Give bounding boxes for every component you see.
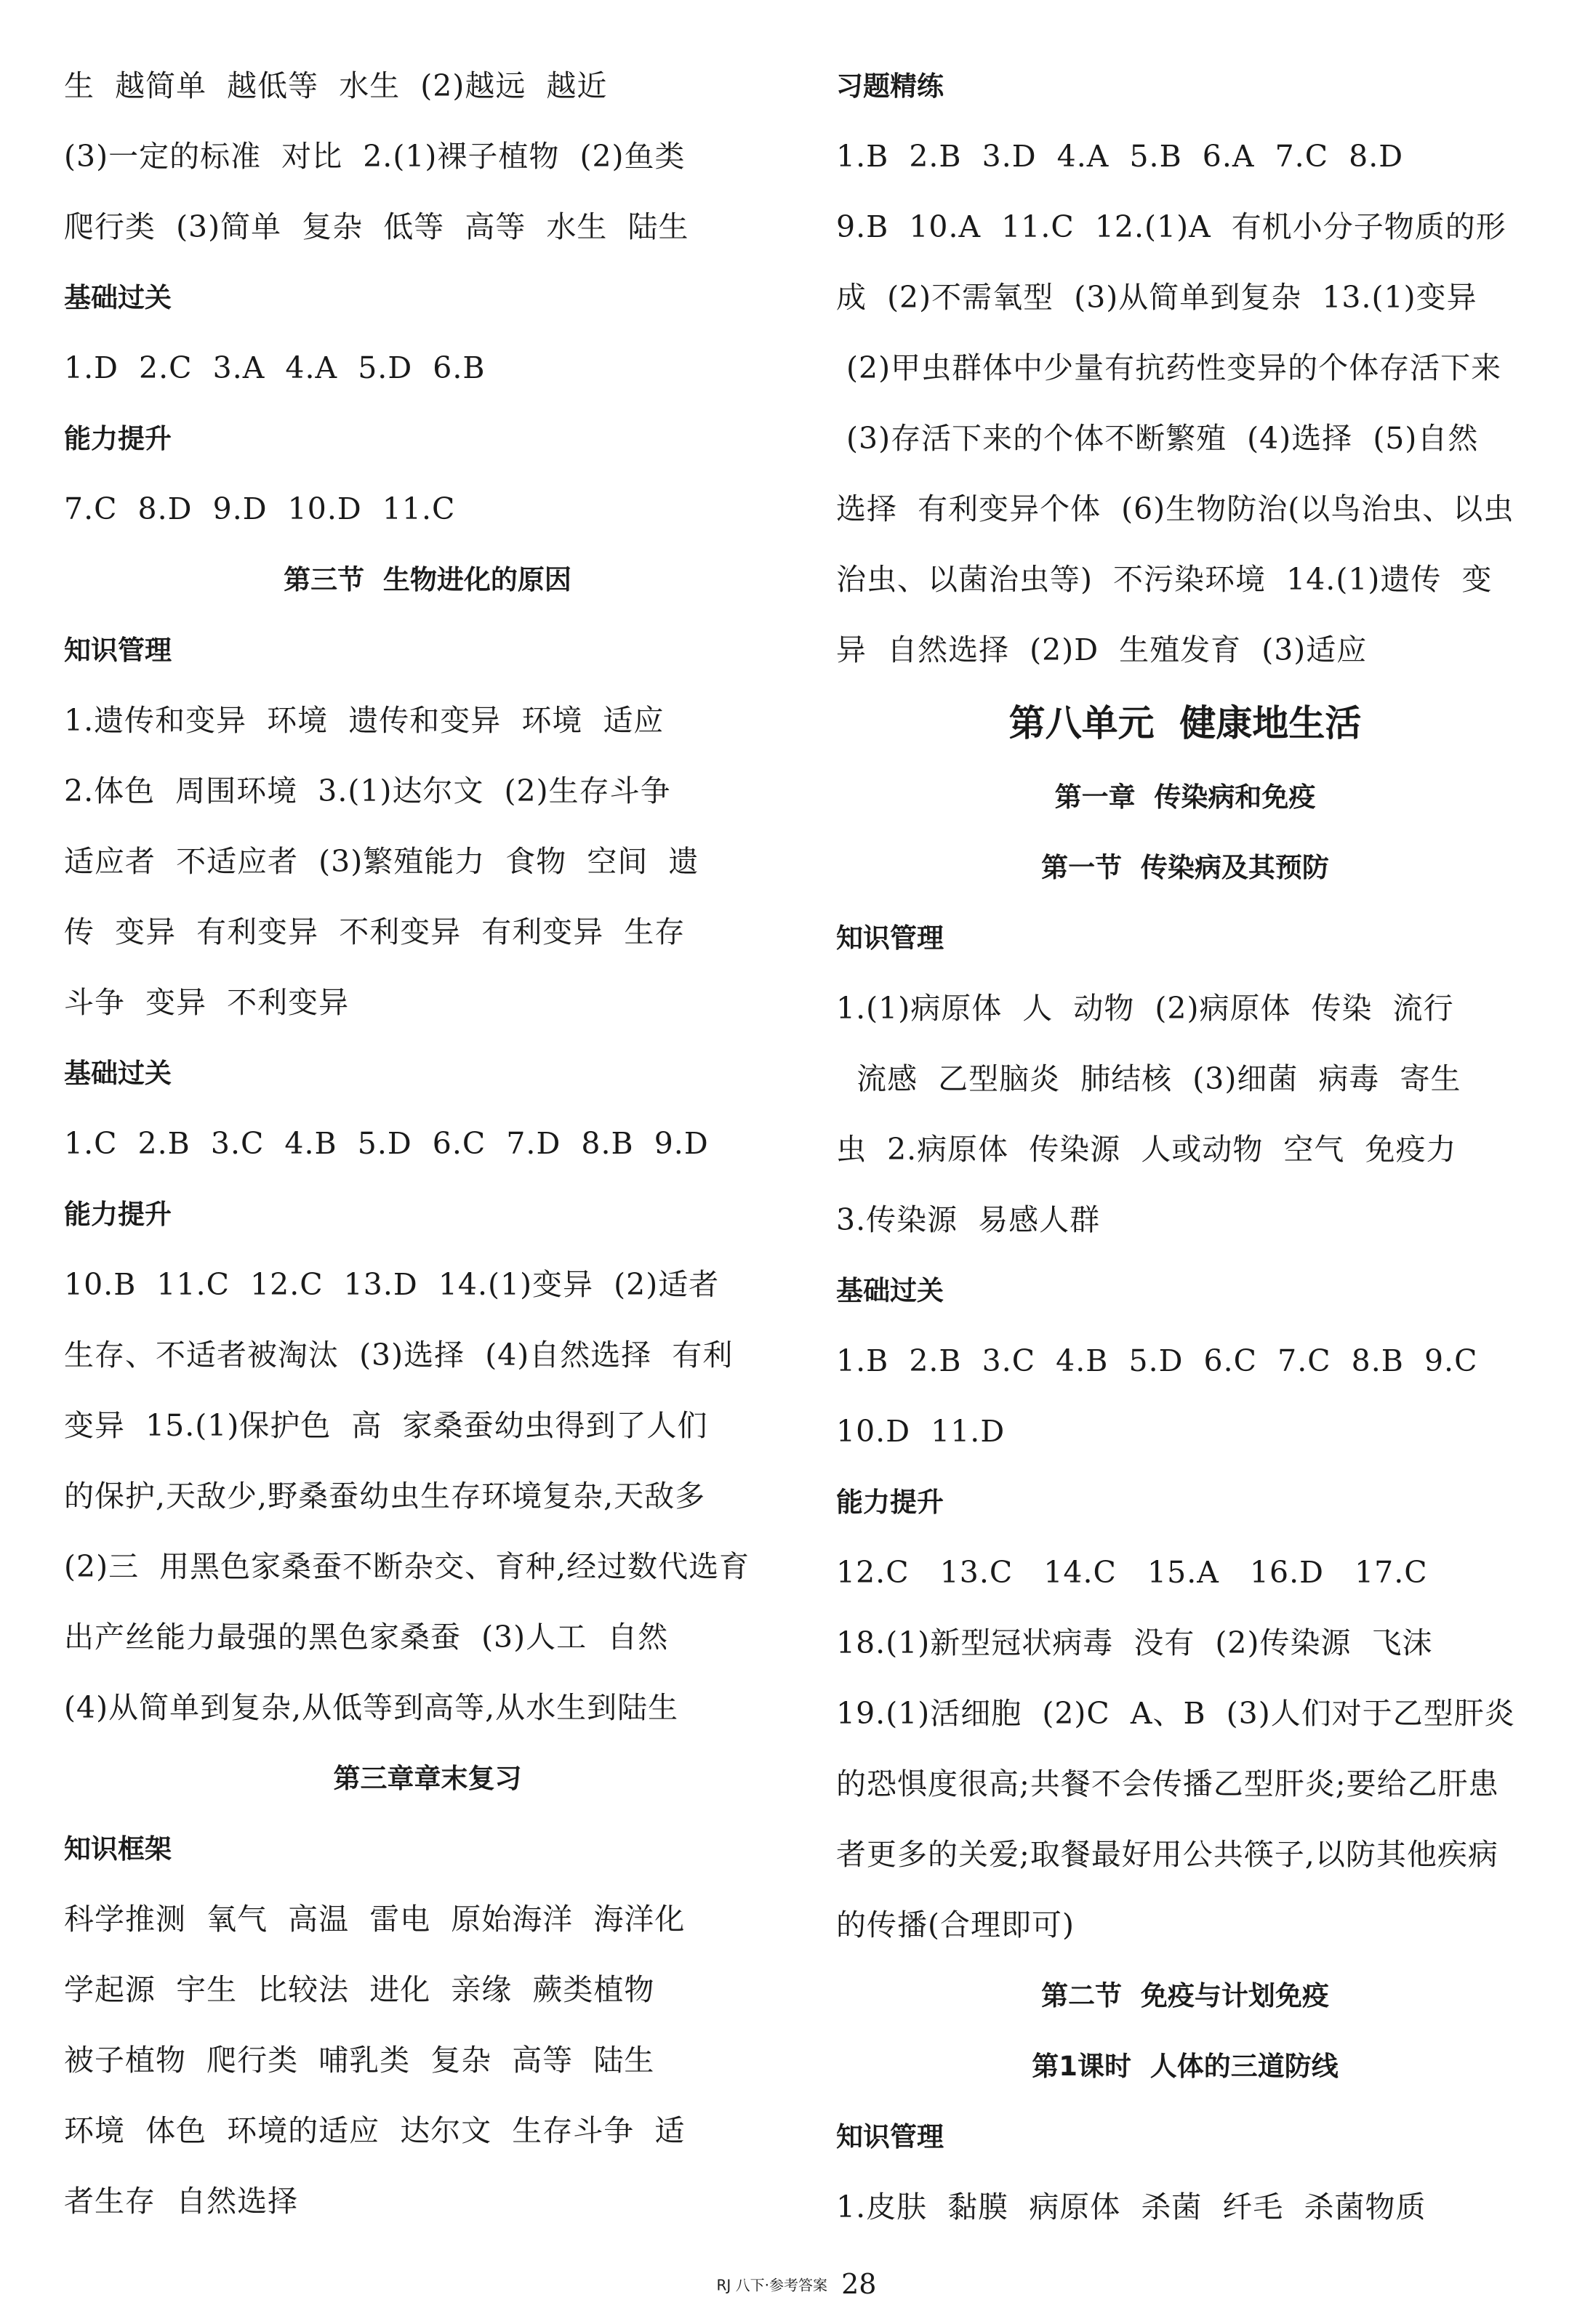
answer-line: (3)存活下来的个体不断繁殖 (4)选择 (5)自然 (836, 421, 1479, 456)
answer-line: 19.(1)活细胞 (2)C A、B (3)人们对于乙型肝炎 (836, 1696, 1515, 1731)
section-heading: 基础过关 (64, 1058, 172, 1089)
answer-line: 异 自然选择 (2)D 生殖发育 (3)适应 (836, 632, 1368, 667)
answer-line: 科学推测 氧气 高温 雷电 原始海洋 海洋化 (64, 1902, 686, 1937)
section-heading: 能力提升 (836, 1487, 944, 1518)
answer-line: 1.遗传和变异 环境 遗传和变异 环境 适应 (64, 703, 665, 738)
section-heading: 知识管理 (836, 922, 944, 954)
section-heading: 基础过关 (64, 282, 172, 313)
answer-line: 生 越简单 越低等 水生 (2)越远 越近 (64, 68, 608, 103)
answer-line: 出产丝能力最强的黑色家桑蚕 (3)人工 自然 (64, 1620, 669, 1654)
answer-line: 的保护,天敌少,野桑蚕幼虫生存环境复杂,天敌多 (64, 1479, 706, 1513)
section-heading: 知识管理 (64, 635, 172, 666)
answer-line: 10.B 11.C 12.C 13.D 14.(1)变异 (2)适者 (64, 1267, 720, 1302)
answer-line: 环境 体色 环境的适应 达尔文 生存斗争 适 (64, 2113, 686, 2148)
right-column (836, 51, 1534, 2243)
answer-line: 者更多的关爱;取餐最好用公共筷子,以防其他疾病 (836, 1837, 1498, 1872)
answer-line: 12.C 13.C 14.C 15.A 16.D 17.C (836, 1555, 1428, 1590)
answer-line: 选择 有利变异个体 (6)生物防治(以鸟治虫、以虫 (836, 491, 1514, 526)
answer-line: 9.B 10.A 11.C 12.(1)A 有机小分子物质的形 (836, 209, 1506, 244)
section-title: 第二节 免疫与计划免疫 (1041, 1980, 1329, 2011)
answer-line: 2.体色 周围环境 3.(1)达尔文 (2)生存斗争 (64, 773, 671, 808)
page-number: 28 (841, 2268, 877, 2300)
section-title: 第三章章末复习 (333, 1763, 522, 1794)
answer-line: 变异 15.(1)保护色 高 家桑蚕幼虫得到了人们 (64, 1408, 708, 1443)
section-title: 第一章 传染病和免疫 (1054, 781, 1316, 813)
answer-line: (2)三 用黑色家桑蚕不断杂交、育种,经过数代选育 (64, 1549, 750, 1584)
unit-title: 第八单元 健康地生活 (1008, 702, 1362, 744)
answer-line: (4)从简单到复杂,从低等到高等,从水生到陆生 (64, 1690, 679, 1725)
answer-line: 学起源 宇生 比较法 进化 亲缘 蕨类植物 (64, 1972, 655, 2007)
answer-line: 18.(1)新型冠状病毒 没有 (2)传染源 飞沫 (836, 1625, 1433, 1660)
section-title: 第1课时 人体的三道防线 (1032, 2051, 1339, 2082)
footer-label: RJ 八下·参考答案 (716, 2276, 828, 2294)
answer-line: 3.传染源 易感人群 (836, 1202, 1101, 1237)
answer-line: 斗争 变异 不利变异 (64, 985, 350, 1020)
section-title: 第一节 传染病及其预防 (1041, 852, 1329, 883)
answer-line: 1.B 2.B 3.C 4.B 5.D 6.C 7.C 8.B 9.C (836, 1343, 1478, 1378)
answer-line: 7.C 8.D 9.D 10.D 11.C (64, 491, 456, 526)
answer-line: 生存、不适者被淘汰 (3)选择 (4)自然选择 有利 (64, 1338, 734, 1372)
answer-line: 1.C 2.B 3.C 4.B 5.D 6.C 7.D 8.B 9.D (64, 1126, 709, 1161)
answer-line: 流感 乙型脑炎 肺结核 (3)细菌 病毒 寄生 (836, 1061, 1461, 1096)
section-heading: 基础过关 (836, 1275, 944, 1306)
answer-line: (2)甲虫群体中少量有抗药性变异的个体存活下来 (836, 350, 1502, 385)
answer-line: 治虫、以菌治虫等) 不污染环境 14.(1)遗传 变 (836, 562, 1493, 597)
answer-line: 者生存 自然选择 (64, 2184, 299, 2219)
answer-line: 10.D 11.D (836, 1414, 1006, 1449)
answer-line: 的恐惧度很高;共餐不会传播乙型肝炎;要给乙肝患 (836, 1766, 1499, 1801)
section-heading: 知识框架 (64, 1833, 172, 1865)
answer-line: 被子植物 爬行类 哺乳类 复杂 高等 陆生 (64, 2043, 655, 2078)
left-column (64, 51, 791, 2237)
answer-line: 的传播(合理即可) (836, 1907, 1075, 1942)
answer-line: (3)一定的标准 对比 2.(1)裸子植物 (2)鱼类 (64, 139, 686, 174)
section-heading: 习题精练 (836, 71, 944, 102)
answer-line: 成 (2)不需氧型 (3)从简单到复杂 13.(1)变异 (836, 280, 1477, 315)
answer-line: 虫 2.病原体 传染源 人或动物 空气 免疫力 (836, 1132, 1457, 1167)
answer-line: 1.(1)病原体 人 动物 (2)病原体 传染 流行 (836, 991, 1454, 1026)
section-title: 第三节 生物进化的原因 (284, 564, 571, 595)
answer-line: 1.皮肤 黏膜 病原体 杀菌 纤毛 杀菌物质 (836, 2190, 1427, 2224)
answer-line: 传 变异 有利变异 不利变异 有利变异 生存 (64, 914, 686, 949)
answer-line: 1.D 2.C 3.A 4.A 5.D 6.B (64, 350, 486, 385)
section-heading: 能力提升 (64, 1199, 172, 1230)
section-heading: 能力提升 (64, 423, 172, 454)
answer-line: 1.B 2.B 3.D 4.A 5.B 6.A 7.C 8.D (836, 139, 1404, 174)
answer-line: 适应者 不适应者 (3)繁殖能力 食物 空间 遗 (64, 844, 699, 879)
section-heading: 知识管理 (836, 2121, 944, 2152)
answer-line: 爬行类 (3)简单 复杂 低等 高等 水生 陆生 (64, 209, 689, 244)
page-footer (0, 2268, 1593, 2304)
